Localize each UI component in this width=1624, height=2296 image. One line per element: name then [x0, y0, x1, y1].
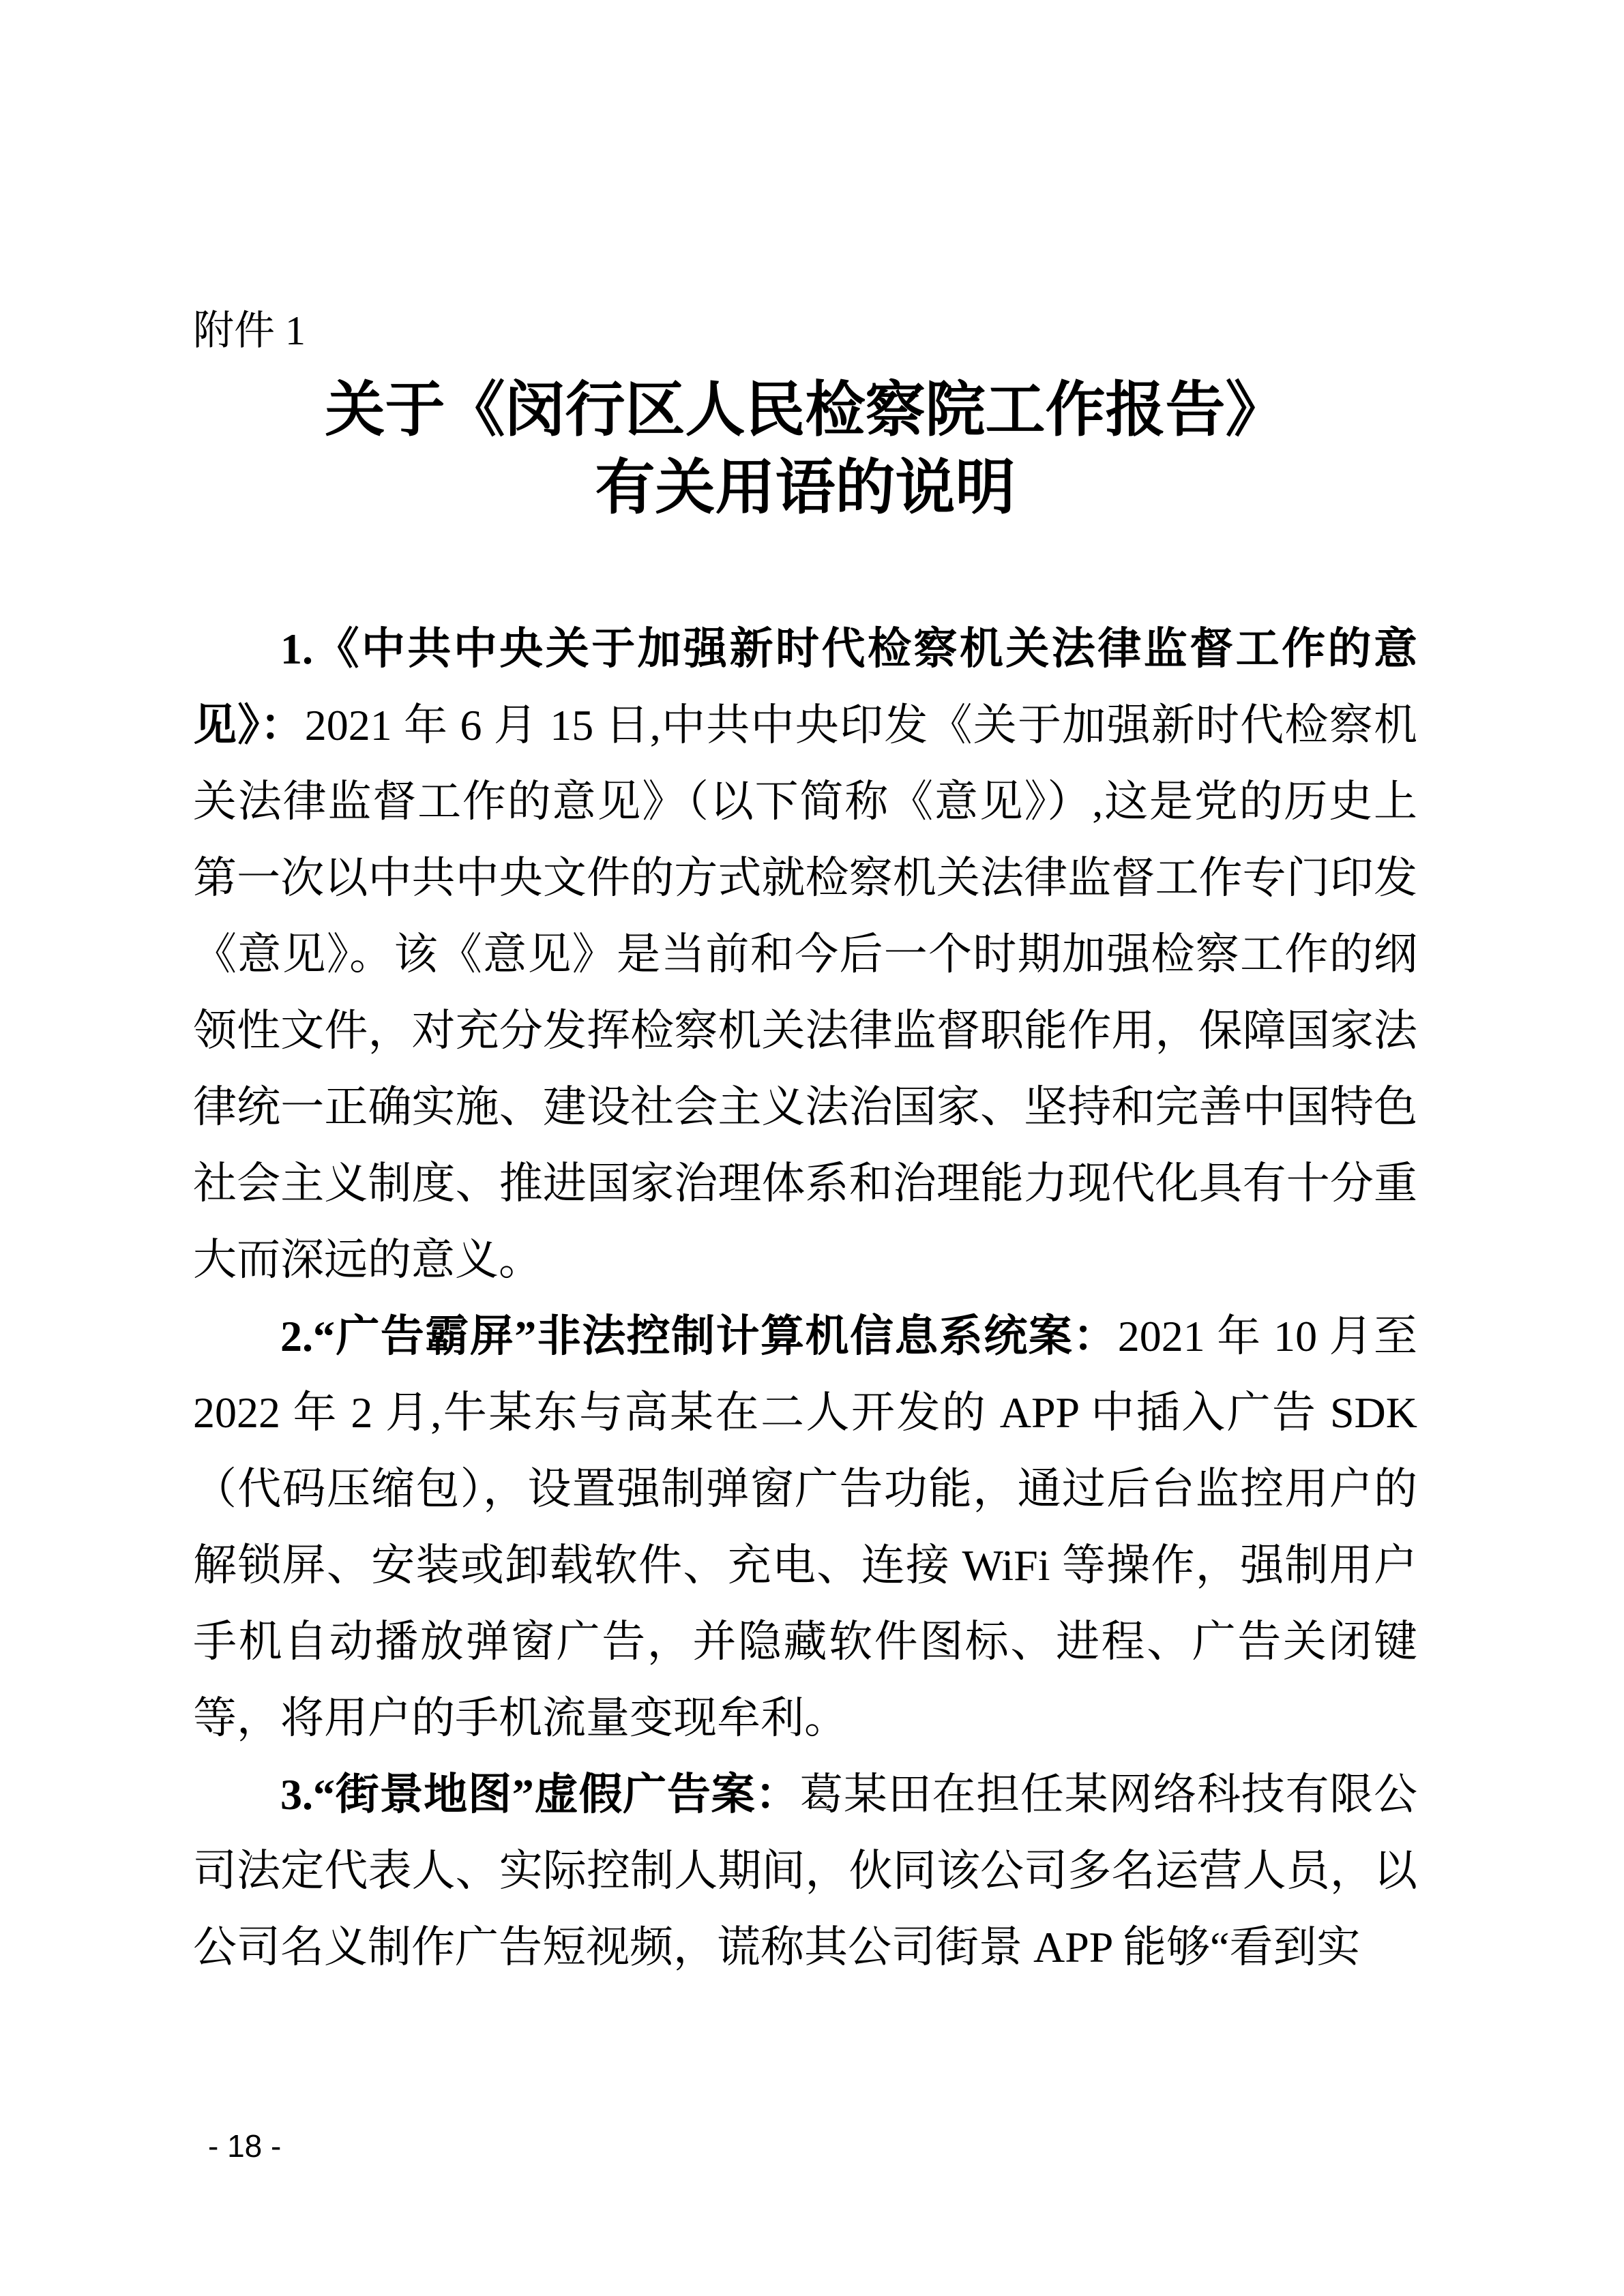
paragraph-term-label: 2.“广告霸屏”非法控制计算机信息系统案： [280, 1312, 1118, 1360]
document-body [193, 611, 1417, 1986]
page-content [193, 307, 1417, 1986]
document-title-line2: 有关用语的说明 [595, 456, 1016, 522]
paragraph [193, 1298, 1417, 1757]
paragraph-term-label: 3.“街景地图”虚假广告案： [280, 1770, 800, 1819]
document-title-line1: 关于《闵行区人民检察院工作报告》 [325, 378, 1286, 444]
document-title [193, 372, 1417, 528]
paragraph [193, 1757, 1417, 1986]
paragraph-term-label: 1.《中共中央关于加强新时代检察机关法律监督工作的意见》： [193, 625, 1417, 749]
paragraph-description: 2021 年 6 月 15 日,中共中央印发《关于加强新时代检察机关法律监督工作的意见》（以下简称《意见》）,这是党的历史上第一次以中共中央文件的方式就检察机关法律监督工作专门印发《意见》。该《意见》是当前和今后一个时期加强检察工作的纲领性文件，对充分发挥检察机关法律监督职能作用，保障国家法律统一正确实施、建设社会主义法治国家、坚持和完善中国特色社会主义制度、推进国家治理体系和治理能力现代化具有十分重大而深远的意义。 [193, 701, 1417, 1284]
paragraph-description: 葛某田在担任某网络科技有限公司法定代表人、实际控制人期间，伙同该公司多名运营人员，以公司名义制作广告短视频，谎称其公司街景 APP 能够“看到实 [193, 1770, 1418, 1971]
attachment-label: 附件 1 [193, 308, 306, 353]
paragraph-description: 2021 年 10 月至 2022 年 2 月,牛某东与高某在二人开发的 APP 中插入广告 SDK（代码压缩包），设置强制弹窗广告功能，通过后台监控用户的解锁屏、安装或卸载软件、充电、连接 WiFi 等操作，强制用户手机自动播放弹窗广告，并隐藏软件图标、进程、广告关闭键等，将用户的手机流量变现牟利。 [193, 1312, 1418, 1742]
page-number: - 18 - [208, 2128, 282, 2164]
paragraph [193, 611, 1417, 1298]
